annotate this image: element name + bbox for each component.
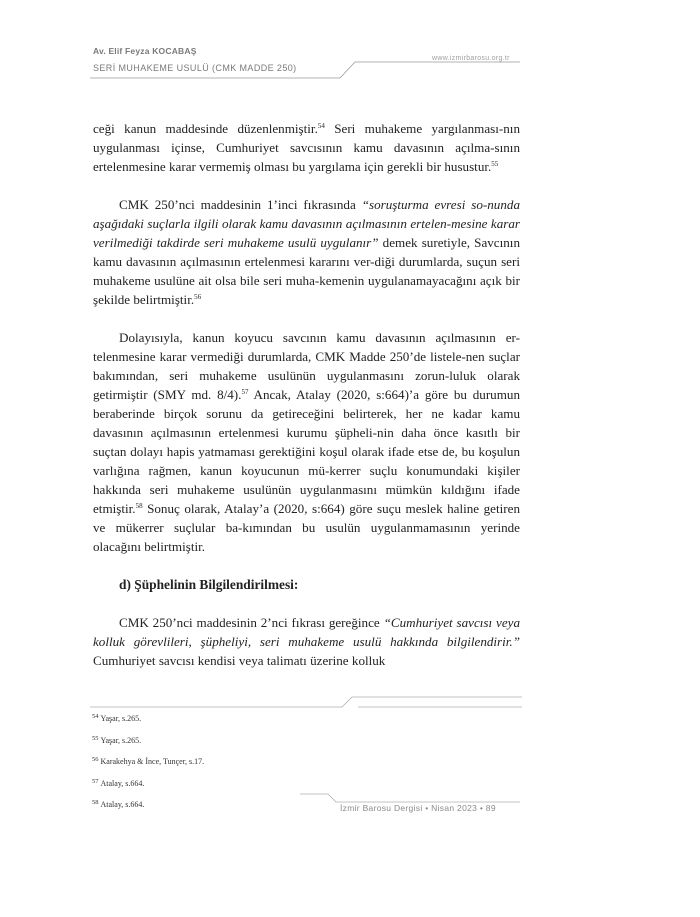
footnote-ref[interactable]: 55 xyxy=(491,160,499,168)
footnotes xyxy=(92,707,204,815)
issue-date: Nisan 2023 xyxy=(431,803,478,813)
article-body xyxy=(93,119,520,670)
footnote-number: 55 xyxy=(92,734,99,742)
footnote-text: Atalay, s.664. xyxy=(100,800,145,809)
footnote-ref[interactable]: 57 xyxy=(241,388,249,396)
footer-separator: • xyxy=(479,803,484,813)
footnote-number: 57 xyxy=(92,777,99,785)
footnote xyxy=(92,729,204,751)
page-number: 89 xyxy=(485,803,496,813)
footnote-text: Atalay, s.664. xyxy=(100,778,145,788)
statute-quote: “Cumhuriyet savcısı veya kolluk görevlileri, şüpheliyi, seri muhakeme usulü hakkında bilgilendirir.” xyxy=(93,615,520,649)
paragraph-text: CMK 250’nci maddesinin 2’nci fıkrası gereğince xyxy=(119,615,384,630)
footer-separator: • xyxy=(425,803,429,813)
paragraph-text: Seri muhakeme yargılanması-nın uygulanması içinse, Cumhuriyet savcısının kamu davasının açılma-sının ertelenmesine karar vermemiş olması bu yargılama için gerekli bir husustur. xyxy=(93,121,520,174)
footer-rule xyxy=(300,793,520,803)
running-header-author: Av. Elif Feyza KOCABAŞ xyxy=(93,46,197,56)
journal-name: İzmir Barosu Dergisi xyxy=(340,803,423,813)
running-header-url: www.izmirbarosu.org.tr xyxy=(432,55,510,62)
statute-quote: “soruşturma evresi so-nunda aşağıdaki suçlarla ilgili olarak kamu davasının açılmasının ertelen-mesine karar verilmediği takdirde seri muhakeme usulü uygulanır” xyxy=(93,197,520,250)
paragraph xyxy=(93,195,520,309)
footnote-ref[interactable]: 58 xyxy=(135,502,143,510)
paragraph xyxy=(93,119,520,176)
footnote xyxy=(92,793,204,815)
footnote xyxy=(92,750,204,772)
footnote xyxy=(92,707,204,729)
paragraph-text: Dolayısıyla, kanun koyucu savcının kamu davasının açılmasının er-telenmesine karar vermediği durumlarda, CMK Madde 250’de listele-nen suçlar bakımından, seri muhakeme usulünün uygulanmasını zorun-luluk olarak getirmiştir (SMY md. 8/4). xyxy=(93,330,520,402)
footnote-ref[interactable]: 54 xyxy=(317,122,325,130)
footnote-text: Yaşar, s.265. xyxy=(100,714,142,723)
footnote-text: Karakehya & İnce, Tunçer, s.17. xyxy=(100,757,205,766)
paragraph-text: Sonuç olarak, Atalay’a (2020, s:664) göre suçu meslek haline getiren ve mükerrer suçlular ba-kımından bu usulün uygulanmamasının yerinde olacağını belirtmiştir. xyxy=(93,501,520,554)
paragraph-text: Cumhuriyet savcısı kendisi veya talimatı üzerine kolluk xyxy=(93,653,386,668)
footnote-number: 58 xyxy=(92,799,99,806)
running-header-title: SERİ MUHAKEME USULÜ (CMK MADDE 250) xyxy=(93,63,297,73)
running-footer xyxy=(340,803,496,813)
footnote-ref[interactable]: 56 xyxy=(194,293,202,301)
paragraph-text: CMK 250’nci maddesinin 1’inci fıkrasında xyxy=(119,197,362,212)
footnote-number: 56 xyxy=(92,756,99,763)
footnote-number: 54 xyxy=(92,713,99,720)
paragraph xyxy=(93,613,520,670)
section-heading: d) Şüphelinin Bilgilendirilmesi: xyxy=(119,577,299,592)
footnote-text: Yaşar, s.265. xyxy=(100,735,142,745)
paragraph-text: demek suretiyle, Savcının kamu davasının açılmasının ertelenmesi kararını ver-diği durumlarda, suçun seri muhakeme usulüne ait olsa bile seri muha-kemenin uygulanamayacağını açık bir şekilde belirtmiştir. xyxy=(93,235,520,307)
paragraph-text: ceği kanun maddesinde düzenlenmiştir. xyxy=(93,121,318,136)
paragraph-text: Ancak, Atalay (2020, s:664)’a göre bu durumun beraberinde birçok sorunu da getireceğini belirterek, her ne kadar kamu davasının açılmasının ertelenmesi kurumu şüpheli-nin daha önce kasıtlı bir suçtan dolayı hapis yatmaması gerektiğini koşul olarak ifade etse de, bu koşulun varlığına rağmen, kanun koyucunun mü-kerrer suçlu konumundaki kişiler hakkında seri muhakeme usulünün uygulanmasını mümkün kıldığını ifade etmiştir. xyxy=(93,387,521,516)
footnote xyxy=(92,772,204,794)
paragraph xyxy=(93,328,520,556)
